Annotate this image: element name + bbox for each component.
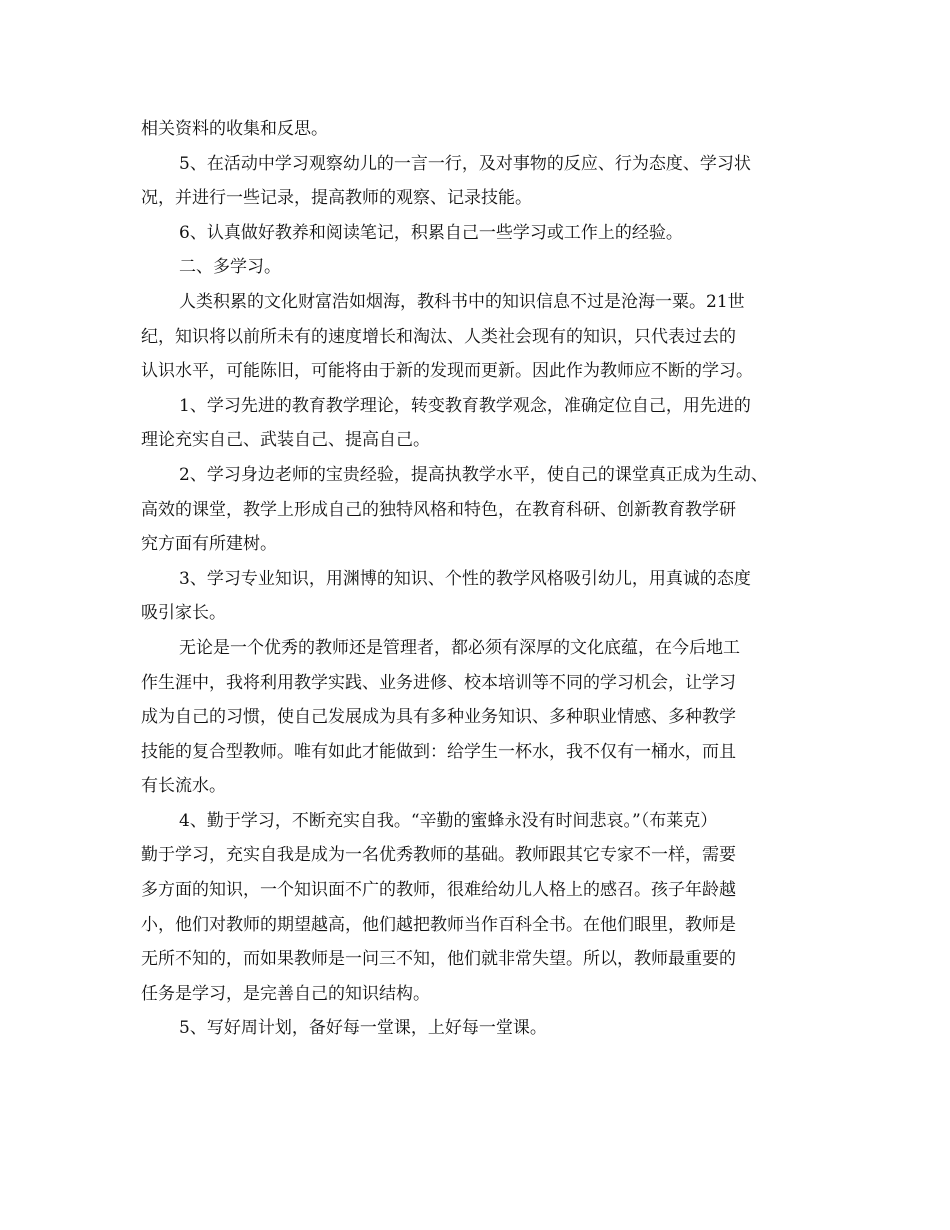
text-line: 勤于学习，充实自我是成为一名优秀教师的基础。教师跟其它专家不一样，需要 <box>141 845 736 866</box>
text-line: 无所不知的，而如果教师是一问三不知，他们就非常失望。所以，教师最重要的 <box>141 949 736 970</box>
text-line: 吸引家长。 <box>141 603 226 624</box>
section-heading: 二、多学习。 <box>179 257 281 278</box>
document-body <box>141 112 821 1046</box>
text-line: 成为自己的习惯，使自己发展成为具有多种业务知识、多种职业情感、多种教学 <box>141 707 736 728</box>
text-line: 任务是学习，是完善自己的知识结构。 <box>141 983 430 1004</box>
text-line: 究方面有所建树。 <box>141 534 277 555</box>
text-line: 纪，知识将以前所未有的速度增长和淘汰、人类社会现有的知识，只代表过去的 <box>141 326 736 347</box>
text-line: 况，并进行一些记录，提高教师的观察、记录技能。 <box>141 188 532 209</box>
text-line: 高效的课堂，教学上形成自己的独特风格和特色，在教育科研、创新教育教学研 <box>141 499 736 520</box>
text-line: 4、勤于学习，不断充实自我。“辛勤的蜜蜂永没有时间悲哀。”（布莱克） <box>179 810 718 831</box>
text-line: 有长流水。 <box>141 776 226 797</box>
text-line: 1、学习先进的教育教学理论，转变教育教学观念，准确定位自己，用先进的 <box>179 395 751 416</box>
text-line: 认识水平，可能陈旧，可能将由于新的发现而更新。因此作为教师应不断的学习。 <box>141 361 753 382</box>
text-line: 6、认真做好教养和阅读笔记，积累自己一些学习或工作上的经验。 <box>179 222 683 243</box>
text-line: 2、学习身边老师的宝贵经验，提高执教学水平，使自己的课堂真正成为生动、 <box>179 464 768 485</box>
text-line: 作生涯中，我将利用教学实践、业务进修、校本培训等不同的学习机会，让学习 <box>141 672 736 693</box>
text-line: 无论是一个优秀的教师还是管理者，都必须有深厚的文化底蕴，在今后地工 <box>179 637 740 658</box>
text-line: 3、学习专业知识，用渊博的知识、个性的教学风格吸引幼儿，用真诚的态度 <box>179 568 751 589</box>
text-line: 多方面的知识，一个知识面不广的教师，很难给幼儿人格上的感召。孩子年龄越 <box>141 880 736 901</box>
text-line: 理论充实自己、武装自己、提高自己。 <box>141 430 430 451</box>
text-line: 人类积累的文化财富浩如烟海，教科书中的知识信息不过是沧海一粟。21世 <box>179 291 745 312</box>
text-line: 相关资料的收集和反思。 <box>141 119 328 139</box>
text-line: 小，他们对教师的期望越高，他们越把教师当作百科全书。在他们眼里，教师是 <box>141 914 736 935</box>
text-line: 技能的复合型教师。唯有如此才能做到：给学生一杯水，我不仅有一桶水，而且 <box>141 741 736 762</box>
text-line: 5、在活动中学习观察幼儿的一言一行，及对事物的反应、行为态度、学习状 <box>179 153 751 174</box>
text-line: 5、写好周计划，备好每一堂课，上好每一堂课。 <box>179 1018 547 1039</box>
